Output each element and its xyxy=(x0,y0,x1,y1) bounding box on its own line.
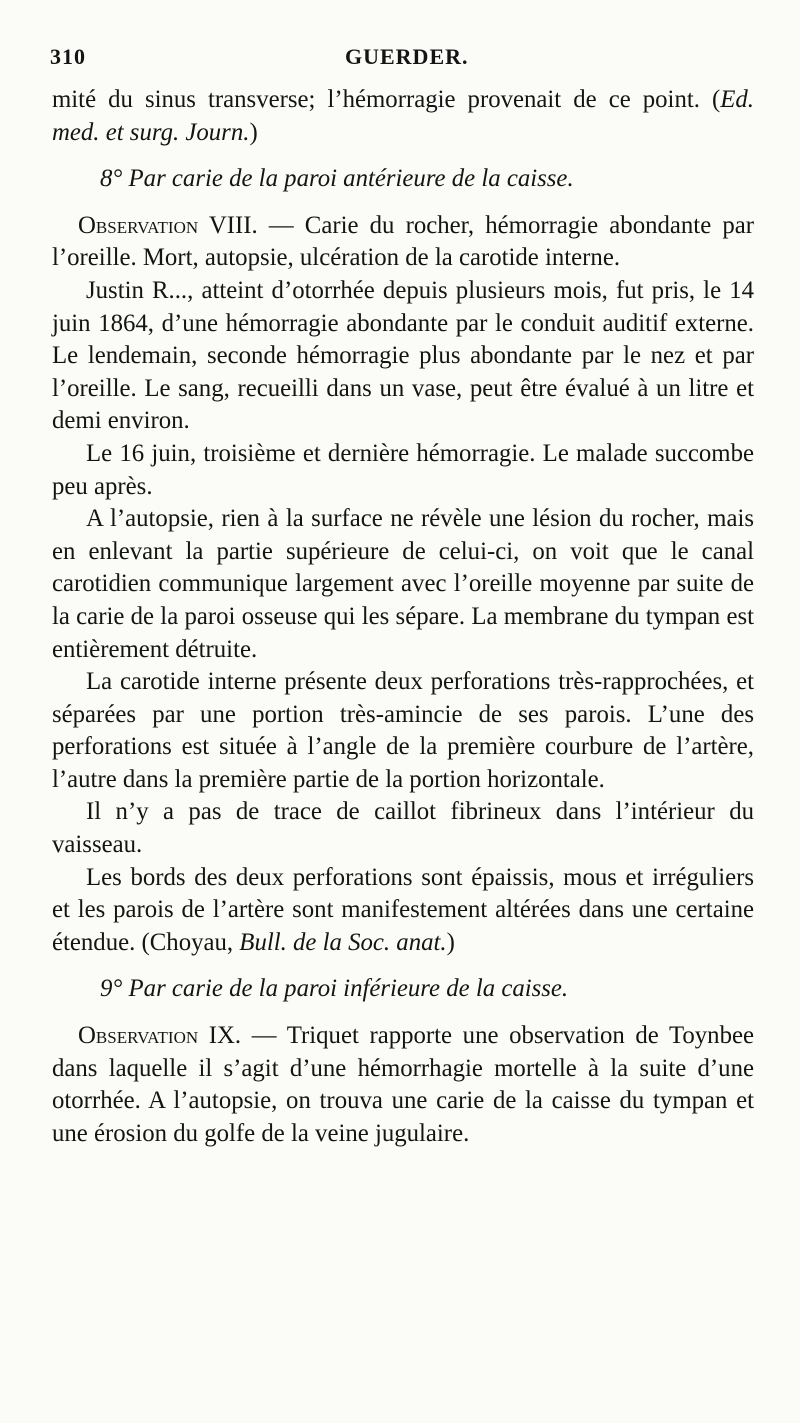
observation-heading xyxy=(52,210,754,275)
observation-label: Observation xyxy=(78,211,199,239)
paragraph xyxy=(52,862,754,960)
page-header xyxy=(50,44,760,74)
closing-parenthesis: ) xyxy=(249,118,258,146)
paragraph: La carotide interne présente deux perforations très-rapprochées, et séparées par une portion très-amincie de ses parois. L’une des perforations est située à l’angle de la première courbure de l’artère, l’autre dans la première partie de la portion horizontale. xyxy=(52,668,754,793)
paragraph-text: mité du sinus transverse; l’hémorragie provenait de ce point. ( xyxy=(52,86,721,113)
source-citation: Bull. de la Soc. anat. xyxy=(239,928,447,956)
section-number: 8° xyxy=(100,165,123,193)
closing-parenthesis: ) xyxy=(446,928,455,956)
paragraph-text: Les bords des deux perforations sont épaissis, mous et irréguliers et les parois de l’artère sont manifestement altérées dans une certaine étendue. (Choyau, xyxy=(52,863,754,956)
page-body xyxy=(52,84,754,1150)
paragraph: Le 16 juin, troisième et dernière hémorragie. Le malade succombe peu après. xyxy=(52,439,754,500)
section-title: Par carie de la paroi antérieure de la caisse. xyxy=(128,165,574,193)
observation-label: Observation xyxy=(78,1022,199,1050)
paragraph: Justin R..., atteint d’otorrhée depuis plusieurs mois, fut pris, le 14 juin 1864, d’une hémorragie abondante par le conduit auditif externe. Le lendemain, seconde hémorragie plus abondante par le nez et par l’oreille. Le sang, recueilli dans un vase, peut être évalué à un litre et demi environ. xyxy=(52,276,754,435)
paragraph: A l’autopsie, rien à la surface ne révèle une lésion du rocher, mais en enlevant la partie supérieure de celui-ci, on voit que le canal carotidien communique largement avec l’oreille moyenne par suite de la carie de la paroi osseuse qui les sépare. La membrane du tympan est entièrement détruite. xyxy=(52,505,754,663)
observation-number: IX. xyxy=(208,1022,242,1050)
page-number: 310 xyxy=(50,44,86,69)
running-head: GUERDER. xyxy=(345,44,469,69)
section-number: 9° xyxy=(100,975,123,1003)
section-heading xyxy=(52,163,754,196)
paragraph: Il n’y a pas de trace de caillot fibrineux dans l’intérieur du vaisseau. xyxy=(52,798,754,859)
observation-number: VIII. xyxy=(208,211,258,239)
observation-summary: — Triquet rapporte une observation de Toynbee dans laquelle il s’agit d’une hémorrhagie mortelle à la suite d’une otorrhée. A l’autopsie, on trouva une carie de la caisse du tympan et une érosion du golfe de la veine jugulaire. xyxy=(52,1022,754,1147)
observation-heading xyxy=(52,1020,754,1150)
paragraph xyxy=(52,84,754,149)
source-citation: Ed. med. et surg. Journ. xyxy=(52,86,754,146)
section-heading xyxy=(52,973,754,1006)
observation-summary: — Carie du rocher, hémorragie abondante par l’oreille. Mort, autopsie, ulcération de la carotide interne. xyxy=(52,211,754,272)
section-title: Par carie de la paroi inférieure de la caisse. xyxy=(128,975,569,1003)
